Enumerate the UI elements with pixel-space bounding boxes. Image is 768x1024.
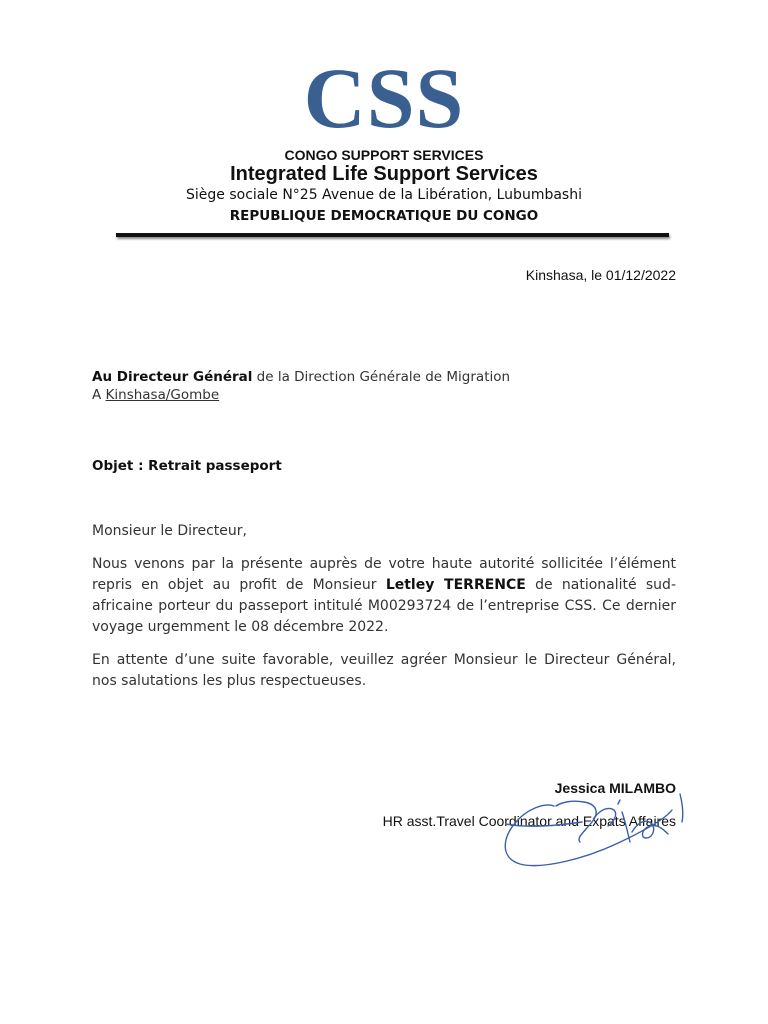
recipient-location-line <box>92 386 510 404</box>
handwritten-signature <box>496 788 696 868</box>
paragraph1-before: Nous venons par la présente auprès de votre haute autorité sollicitée l’élément repris en objet au profit de Monsieur <box>92 556 676 593</box>
letter-date: Kinshasa, le 01/12/2022 <box>525 267 676 283</box>
letter-subject: Objet : Retrait passeport <box>92 458 282 474</box>
recipient-organization: de la Direction Générale de Migration <box>252 369 511 385</box>
letter-salutation: Monsieur le Directeur, <box>92 523 247 539</box>
signer-name: Jessica MILAMBO <box>554 780 676 796</box>
company-address: Siège sociale N°25 Avenue de la Libération, Lubumbashi <box>186 187 582 203</box>
beneficiary-name: Letley TERRENCE <box>385 577 526 593</box>
recipient-location: Kinshasa/Gombe <box>105 387 220 403</box>
letterhead-divider <box>116 233 669 237</box>
recipient-line <box>92 368 510 386</box>
body-paragraph-2: En attente d’une suite favorable, veuillez agréer Monsieur le Directeur Général, nos salutations les plus respectueuses. <box>92 652 676 689</box>
company-tagline: Integrated Life Support Services <box>230 163 538 185</box>
recipient-prefix: A <box>92 387 106 403</box>
paragraph1-after: de nationalité sud-africaine porteur du passeport intitulé M00293724 de l’entreprise CSS. Ce dernier voyage urgemment le 08 décembre 2022. <box>92 577 676 635</box>
company-name: CONGO SUPPORT SERVICES <box>284 147 484 163</box>
company-country: REPUBLIQUE DEMOCRATIQUE DU CONGO <box>229 208 539 224</box>
recipient-block <box>92 368 510 404</box>
signer-role: HR asst.Travel Coordinator and Expats Affaires <box>382 813 676 829</box>
recipient-title: Au Directeur Général <box>92 369 253 385</box>
body-paragraph-1 <box>92 554 676 638</box>
company-logo: CSS <box>303 50 465 146</box>
